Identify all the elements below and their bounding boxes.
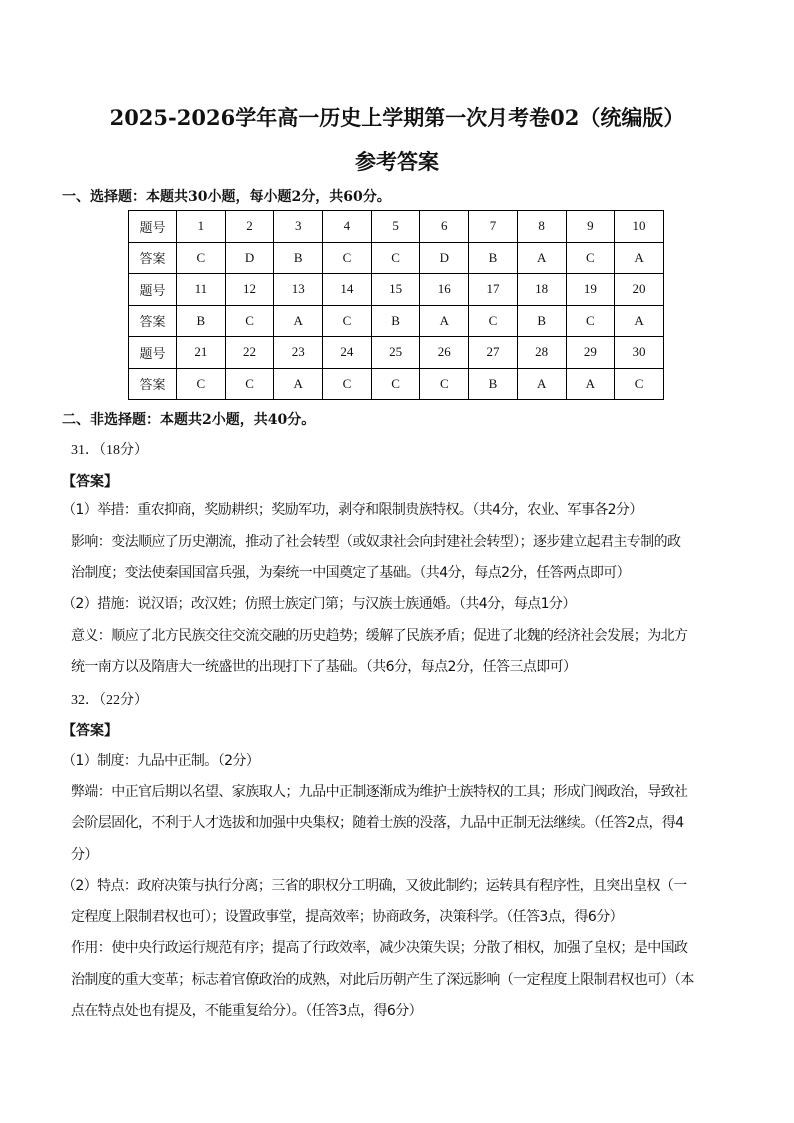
question-32-number: 32．（22分） [71,693,148,708]
q31-line: （1）举措：重农抑商，奖励耕织；奖励军功，剥夺和限制贵族特权。（共4分，农业、军事各2分） [62,502,643,518]
answer-cell: C [177,368,226,400]
question-number-cell: 28 [517,337,566,369]
answer-cell: A [274,368,323,400]
answer-cell: C [371,242,420,274]
question-number-cell: 7 [469,211,518,243]
question-32-answer-label: 【答案】 [62,723,118,739]
question-number-cell: 20 [615,274,664,306]
question-number-cell: 10 [615,211,664,243]
answer-cell: C [566,242,615,274]
question-number-cell: 19 [566,274,615,306]
question-number-cell: 30 [615,337,664,369]
question-number-cell: 16 [420,274,469,306]
question-31-number: 31．（18分） [71,443,148,458]
question-number-cell: 23 [274,337,323,369]
question-number-cell: 22 [225,337,274,369]
answer-cell: A [566,368,615,400]
row-label-cell: 答案 [129,305,177,337]
answer-cell: B [274,242,323,274]
question-number-cell: 26 [420,337,469,369]
question-number-row [129,211,664,243]
row-label-cell: 答案 [129,368,177,400]
row-label-cell: 题号 [129,274,177,306]
q32-line: 作用：使中央行政运行规范有序；提高了行政效率，减少决策失误；分散了相权，加强了皇权；是中国政 [71,940,688,956]
row-label-cell: 答案 [129,242,177,274]
q31-line: 影响：变法顺应了历史潮流，推动了社会转型（或奴隶社会向封建社会转型）；逐步建立起君主专制的政 [71,534,681,550]
question-number-cell: 24 [323,337,372,369]
answer-cell: C [323,305,372,337]
answer-cell: C [420,368,469,400]
answer-row [129,305,664,337]
answer-cell: C [177,242,226,274]
question-number-cell: 5 [371,211,420,243]
answer-cell: A [615,242,664,274]
q32-line: 治制度的重大变革；标志着官僚政治的成熟，对此后历朝产生了深远影响（一定程度上限制君权也可）（本 [71,972,694,988]
section-2-heading: 二、非选择题：本题共2小题，共40分。 [62,412,316,428]
question-number-cell: 2 [225,211,274,243]
answer-cell: B [469,242,518,274]
q32-line: 定程度上限制君权也可）；设置政事堂，提高效率；协商政务，决策科学。（任答3点，得6分） [71,909,624,925]
q32-line: （1）制度：九品中正制。（2分） [62,753,260,769]
answer-cell: C [371,368,420,400]
section-1-heading: 一、选择题：本题共30小题，每小题2分，共60分。 [62,189,391,205]
page-subtitle: 参考答案 [355,149,439,174]
q32-line: 弊端：中正官后期以名望、家族取人；九品中正制逐渐成为维护士族特权的工具；形成门阀政治，导致社 [71,784,688,800]
q31-line: （2）措施：说汉语；改汉姓；仿照士族定门第；与汉族士族通婚。（共4分，每点1分） [62,596,576,612]
question-number-cell: 15 [371,274,420,306]
question-number-cell: 13 [274,274,323,306]
page-title: 2025-2026学年高一历史上学期第一次月考卷02（统编版） [109,105,685,130]
answer-row [129,368,664,400]
answer-cell: C [615,368,664,400]
question-number-cell: 12 [225,274,274,306]
answer-cell: A [420,305,469,337]
question-number-row [129,274,664,306]
answer-cell: D [420,242,469,274]
answer-cell: B [371,305,420,337]
answer-cell: A [517,368,566,400]
answer-cell: C [323,242,372,274]
q31-line: 意义：顺应了北方民族交往交流交融的历史趋势；缓解了民族矛盾；促进了北魏的经济社会发展；为北方 [71,628,688,644]
answer-cell: A [615,305,664,337]
answer-cell: C [225,368,274,400]
answer-cell: B [177,305,226,337]
q32-line: （2）特点：政府决策与执行分离；三省的职权分工明确，又彼此制约；运转具有程序性，且突出皇权（一 [62,878,687,894]
question-number-cell: 4 [323,211,372,243]
answer-cell: B [469,368,518,400]
question-number-cell: 27 [469,337,518,369]
answer-cell: B [517,305,566,337]
answer-cell: A [517,242,566,274]
answer-table [128,210,664,400]
question-number-cell: 8 [517,211,566,243]
answer-cell: C [469,305,518,337]
question-number-cell: 25 [371,337,420,369]
question-number-cell: 17 [469,274,518,306]
q31-line: 治制度；变法使秦国国富兵强，为秦统一中国奠定了基础。（共4分，每点2分，任答两点即可） [71,565,631,581]
answer-cell: C [566,305,615,337]
question-31-answer-label: 【答案】 [62,474,118,490]
answer-cell: D [225,242,274,274]
q32-line: 点在特点处也有提及，不能重复给分）。（任答3点，得6分） [71,1003,423,1019]
question-number-cell: 6 [420,211,469,243]
question-number-cell: 29 [566,337,615,369]
row-label-cell: 题号 [129,211,177,243]
q32-line: 分） [71,847,98,863]
question-number-cell: 18 [517,274,566,306]
answer-row [129,242,664,274]
question-number-cell: 11 [177,274,226,306]
q31-line: 统一南方以及隋唐大一统盛世的出现打下了基础。（共6分，每点2分，任答三点即可） [71,659,577,675]
question-number-cell: 3 [274,211,323,243]
question-number-cell: 9 [566,211,615,243]
answer-cell: A [274,305,323,337]
q32-line: 会阶层固化，不利于人才选拔和加强中央集权；随着士族的没落，九品中正制无法继续。（任答2点，得4 [71,815,684,831]
question-number-cell: 21 [177,337,226,369]
row-label-cell: 题号 [129,337,177,369]
question-number-cell: 1 [177,211,226,243]
question-number-row [129,337,664,369]
answer-cell: C [323,368,372,400]
answer-cell: C [225,305,274,337]
question-number-cell: 14 [323,274,372,306]
